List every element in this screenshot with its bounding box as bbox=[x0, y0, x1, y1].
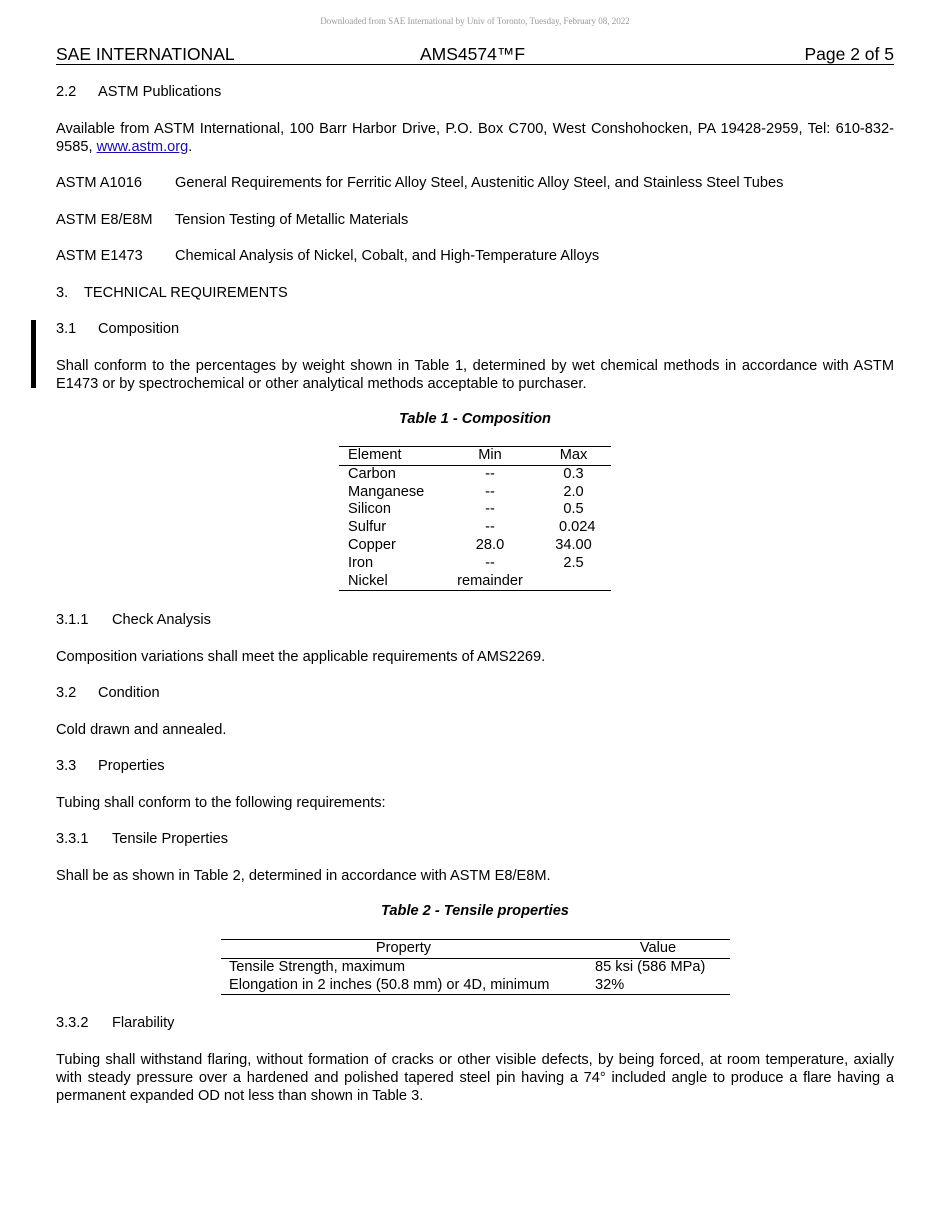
section-title: Composition bbox=[98, 321, 180, 337]
table-header-row bbox=[221, 940, 730, 959]
reference-astm-e1473 bbox=[56, 247, 599, 265]
section-number: 3.1 bbox=[56, 321, 77, 337]
min-cell: -- bbox=[485, 483, 495, 500]
astm-website-link[interactable]: www.astm.org bbox=[96, 139, 189, 155]
table-row bbox=[339, 537, 611, 555]
table-row bbox=[339, 573, 611, 591]
min-cell: remainder bbox=[457, 572, 523, 589]
element-cell: Copper bbox=[348, 536, 396, 553]
reference-title: Tension Testing of Metallic Materials bbox=[175, 212, 409, 228]
table-row bbox=[221, 977, 730, 995]
element-cell: Sulfur bbox=[348, 519, 387, 536]
max-cell bbox=[536, 573, 611, 591]
max-cell: 0.5 bbox=[563, 501, 584, 518]
table-row bbox=[339, 555, 611, 573]
section-heading-2-2 bbox=[56, 83, 221, 101]
paragraph-text: Available from ASTM International, 100 Barr Harbor Drive, P.O. Box C700, West Conshohocken, PA 19428-2959, Tel: 610-832-9585, bbox=[56, 121, 894, 155]
element-cell: Carbon bbox=[348, 465, 396, 482]
reference-code: ASTM E1473 bbox=[56, 248, 143, 264]
revision-change-bar bbox=[31, 320, 36, 388]
max-cell: 0.024 bbox=[559, 519, 596, 536]
composition-table bbox=[339, 446, 611, 591]
min-cell: 28.0 bbox=[475, 536, 505, 553]
section-heading-3-1-1 bbox=[56, 611, 211, 629]
page-header bbox=[56, 44, 894, 65]
min-cell: -- bbox=[485, 465, 495, 482]
header-document-number: AMS4574™F bbox=[420, 44, 526, 64]
section-number: 3.3 bbox=[56, 758, 77, 774]
section-title: Flarability bbox=[112, 1015, 175, 1031]
astm-availability-paragraph bbox=[56, 120, 894, 156]
section-heading-3-3-2 bbox=[56, 1014, 174, 1032]
min-cell: -- bbox=[485, 501, 495, 518]
max-cell: 2.0 bbox=[563, 483, 584, 500]
table-row bbox=[339, 484, 611, 502]
flarability-paragraph: Tubing shall withstand flaring, without formation of cracks or other visible defects, by being forced, at room temperature, axially with steady pressure over a hardened and polished tapered steel pin having a 74° included angle to produce a flare having a permanent expanded OD not less than shown in Table 3. bbox=[56, 1052, 894, 1104]
property-cell: Elongation in 2 inches (50.8 mm) or 4D, minimum bbox=[229, 976, 550, 993]
table1-caption: Table 1 - Composition bbox=[399, 411, 551, 427]
reference-code: ASTM A1016 bbox=[56, 175, 142, 191]
check-analysis-paragraph: Composition variations shall meet the applicable requirements of AMS2269. bbox=[56, 649, 546, 665]
max-cell: 0.3 bbox=[563, 465, 584, 482]
header-element: Element bbox=[348, 447, 402, 463]
header-page-number: Page 2 of 5 bbox=[804, 44, 894, 64]
reference-astm-e8 bbox=[56, 211, 408, 229]
max-cell: 34.00 bbox=[555, 536, 592, 553]
paragraph-text-end: . bbox=[188, 139, 193, 155]
max-cell: 2.5 bbox=[563, 554, 584, 571]
tensile-properties-table bbox=[221, 939, 730, 995]
reference-code: ASTM E8/E8M bbox=[56, 212, 153, 228]
section-number: 3.3.2 bbox=[56, 1015, 89, 1031]
condition-paragraph: Cold drawn and annealed. bbox=[56, 722, 227, 738]
table-row bbox=[339, 501, 611, 519]
header-min: Min bbox=[478, 447, 502, 463]
header-property: Property bbox=[221, 940, 586, 959]
min-cell: -- bbox=[485, 554, 495, 571]
element-cell: Nickel bbox=[348, 572, 388, 589]
element-cell: Iron bbox=[348, 554, 374, 571]
section-number: 3.1.1 bbox=[56, 612, 89, 628]
min-cell: -- bbox=[485, 519, 495, 536]
section-number: 3. bbox=[56, 285, 69, 301]
reference-title: Chemical Analysis of Nickel, Cobalt, and High-Temperature Alloys bbox=[175, 248, 600, 264]
section-number: 2.2 bbox=[56, 84, 77, 100]
section-heading-3-3-1 bbox=[56, 830, 228, 848]
properties-paragraph: Tubing shall conform to the following requirements: bbox=[56, 795, 386, 811]
element-cell: Silicon bbox=[348, 501, 391, 518]
reference-astm-a1016 bbox=[56, 174, 783, 192]
table2-caption: Table 2 - Tensile properties bbox=[381, 903, 569, 919]
section-title: Properties bbox=[98, 758, 165, 774]
section-number: 3.3.1 bbox=[56, 831, 89, 847]
value-cell: 32% bbox=[595, 976, 625, 993]
table-row bbox=[221, 958, 730, 976]
section-title: ASTM Publications bbox=[98, 84, 222, 100]
section-title: Tensile Properties bbox=[112, 831, 228, 847]
element-cell: Manganese bbox=[348, 483, 425, 500]
section-title: TECHNICAL REQUIREMENTS bbox=[84, 285, 288, 301]
reference-title: General Requirements for Ferritic Alloy Steel, Austenitic Alloy Steel, and Stainless Steel Tubes bbox=[175, 175, 784, 191]
header-value: Value bbox=[586, 940, 730, 959]
section-heading-3 bbox=[56, 284, 288, 302]
section-title: Check Analysis bbox=[112, 612, 211, 628]
header-max: Max bbox=[559, 447, 588, 463]
tensile-properties-paragraph: Shall be as shown in Table 2, determined in accordance with ASTM E8/E8M. bbox=[56, 868, 551, 884]
section-title: Condition bbox=[98, 685, 160, 701]
table-row bbox=[339, 465, 611, 483]
section-number: 3.2 bbox=[56, 685, 77, 701]
header-publisher: SAE INTERNATIONAL bbox=[56, 44, 235, 64]
download-watermark: Downloaded from SAE International by Univ of Toronto, Tuesday, February 08, 2022 bbox=[320, 16, 630, 26]
table-header-row bbox=[339, 447, 611, 466]
value-cell: 85 ksi (586 MPa) bbox=[595, 958, 706, 975]
section-heading-3-2 bbox=[56, 684, 160, 702]
table-row bbox=[339, 519, 611, 537]
property-cell: Tensile Strength, maximum bbox=[229, 958, 406, 975]
section-heading-3-3 bbox=[56, 757, 165, 775]
composition-paragraph: Shall conform to the percentages by weight shown in Table 1, determined by wet chemical methods in accordance with ASTM E1473 or by spectrochemical or other analytical methods acceptable to purchaser. bbox=[56, 358, 894, 392]
section-heading-3-1 bbox=[56, 320, 179, 338]
